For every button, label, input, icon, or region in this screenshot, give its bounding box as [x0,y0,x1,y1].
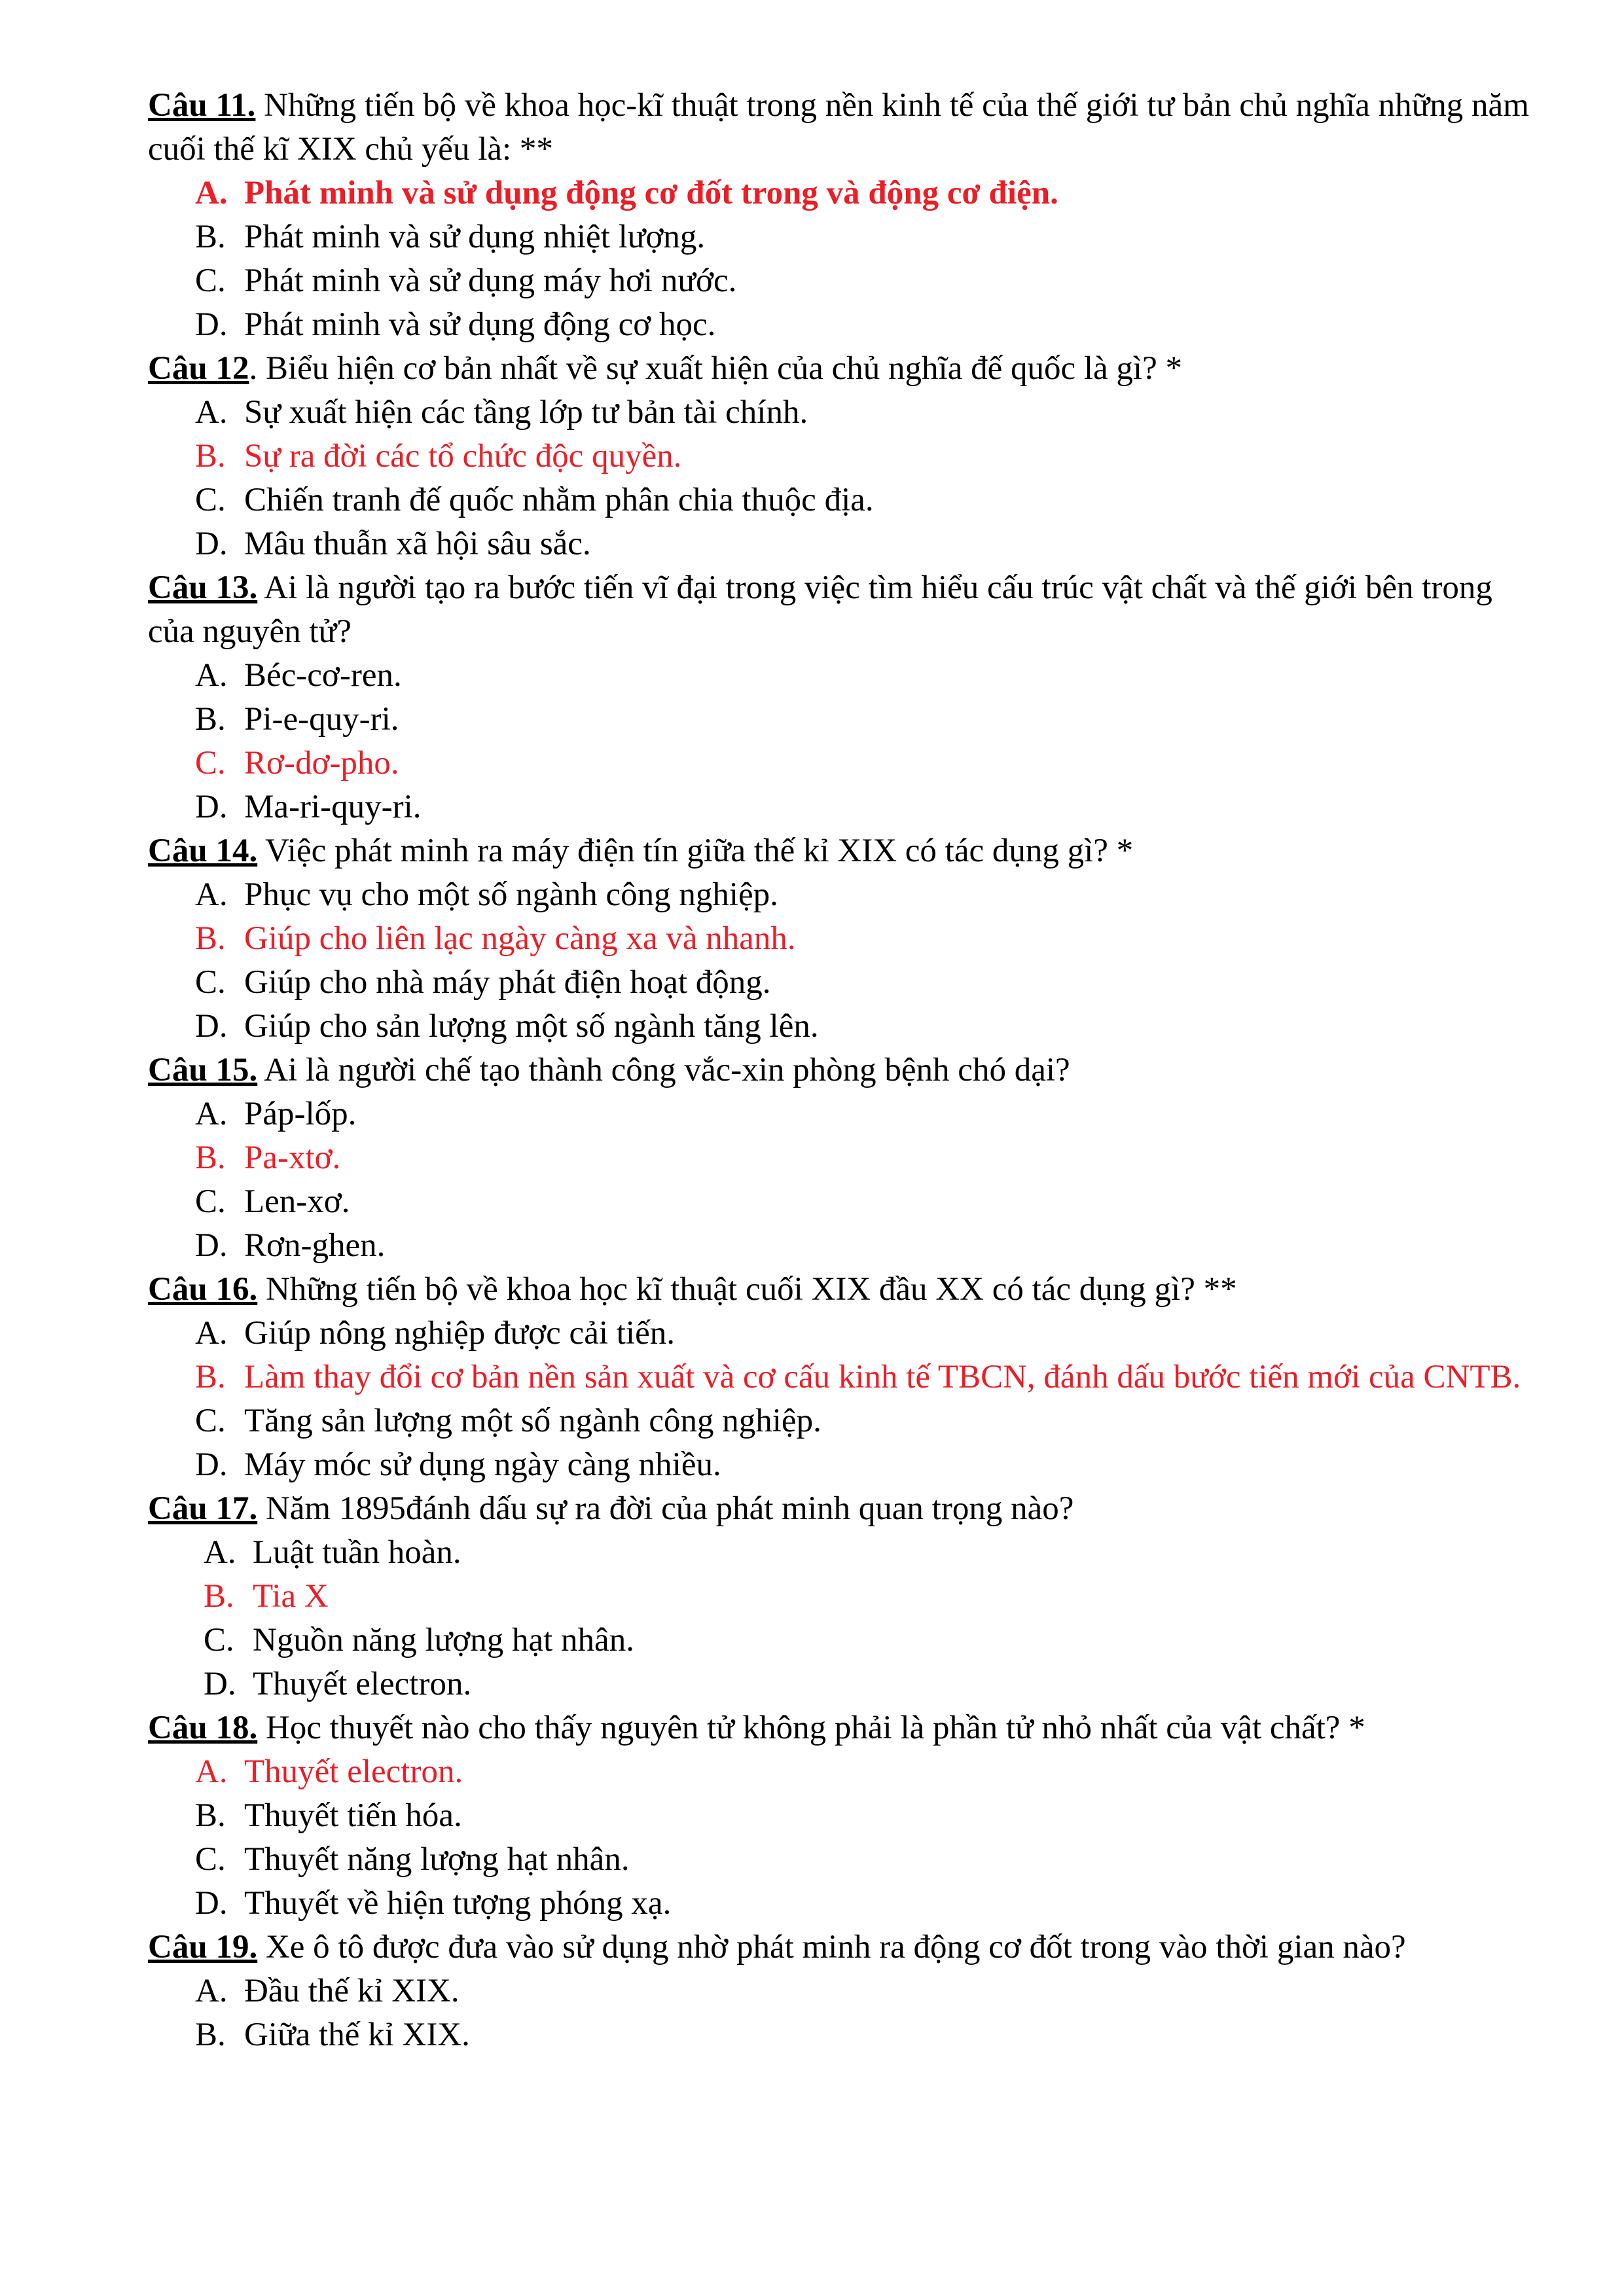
question-stem [148,347,1536,391]
option-letter: B. [195,920,226,957]
option-text: Phục vụ cho một số ngành công nghiệp. [244,876,778,913]
option-letter: D. [195,1446,228,1483]
answer-option [148,1399,1536,1443]
option-text: Đầu thế kỉ XIX. [244,1973,460,2009]
answer-options [148,654,1536,829]
option-letter: A. [195,175,228,211]
option-letter: B. [195,2017,226,2053]
option-text: Thuyết năng lượng hạt nhân. [244,1841,630,1878]
answer-options [148,1969,1536,2057]
option-text: Thuyết tiến hóa. [244,1797,462,1834]
option-letter: A. [195,1315,228,1352]
question-stem [148,829,1536,873]
answer-option [148,1224,1536,1268]
option-text: Giúp nông nghiệp được cải tiến. [244,1315,675,1352]
question-text: Học thuyết nào cho thấy nguyên tử không phải là phần tử nhỏ nhất của vật chất? * [257,1710,1365,1746]
question-block [148,829,1536,1049]
option-letter: D. [195,1885,228,1922]
option-letter: A. [195,876,228,913]
option-letter: C. [195,1841,226,1878]
option-text: Sự ra đời các tổ chức độc quyền. [244,438,682,475]
question-number: Câu 18. [148,1710,258,1746]
question-number: Câu 15. [148,1052,258,1088]
answer-option-correct [148,171,1536,215]
option-text: Giúp cho nhà máy phát điện hoạt động. [244,964,771,1001]
option-text: Páp-lốp. [244,1096,357,1132]
option-letter: A. [195,1096,228,1132]
option-letter: A. [195,394,228,431]
question-number: Câu 11. [148,87,256,124]
option-letter: C. [195,964,226,1001]
option-text: Ma-ri-quy-ri. [244,789,422,825]
question-text: Năm 1895đánh dấu sự ra đời của phát minh quan trọng nào? [257,1490,1074,1527]
answer-options [148,1312,1536,1487]
answer-option [148,1092,1536,1136]
option-letter: A. [195,1973,228,2009]
option-letter: C. [195,1403,226,1439]
question-number: Câu 13. [148,569,258,606]
answer-option [148,522,1536,566]
option-text: Rơ-dơ-pho. [244,745,399,781]
option-letter: B. [195,1139,226,1176]
answer-option-correct [148,435,1536,478]
answer-options [148,171,1536,347]
question-text: . Biểu hiện cơ bản nhất về sự xuất hiện của chủ nghĩa đế quốc là gì? * [249,350,1182,387]
option-letter: B. [204,1578,234,1615]
option-text: Làm thay đổi cơ bản nền sản xuất và cơ cấu kinh tế TBCN, đánh dấu bước tiến mới của CNTB. [244,1359,1521,1395]
option-letter: B. [195,438,226,475]
question-text: Những tiến bộ về khoa học-kĩ thuật trong nền kinh tế của thế giới tư bản chủ nghĩa những năm cuối thế kĩ XIX chủ yếu là: ** [148,87,1529,168]
question-stem [148,1487,1536,1531]
answer-option [148,1794,1536,1838]
answer-option-correct [148,1136,1536,1180]
answer-option [148,1838,1536,1882]
answer-option [148,1443,1536,1487]
question-number: Câu 12 [148,350,249,387]
answer-options [148,1531,1536,1706]
question-block [148,566,1536,829]
option-text: Máy móc sử dụng ngày càng nhiều. [244,1446,721,1483]
answer-option [148,2013,1536,2057]
option-text: Giúp cho sản lượng một số ngành tăng lên. [244,1008,819,1045]
answer-option-correct [148,1750,1536,1794]
option-text: Thuyết electron. [244,1753,463,1790]
question-text: Những tiến bộ về khoa học kĩ thuật cuối XIX đầu XX có tác dụng gì? ** [257,1271,1237,1308]
option-text: Phát minh và sử dụng máy hơi nước. [244,262,737,299]
option-text: Béc-cơ-ren. [244,657,402,694]
option-text: Nguồn năng lượng hạt nhân. [253,1622,634,1659]
question-block [148,347,1536,566]
answer-option [148,1619,1536,1662]
option-text: Giữa thế kỉ XIX. [244,2017,470,2053]
option-letter: C. [195,1183,226,1220]
option-letter: D. [195,1008,228,1045]
question-number: Câu 14. [148,833,258,869]
option-text: Pi-e-quy-ri. [244,701,399,738]
question-block [148,1706,1536,1926]
answer-options [148,391,1536,566]
answer-option [148,1005,1536,1049]
question-text: Xe ô tô được đưa vào sử dụng nhờ phát minh ra động cơ đốt trong vào thời gian nào? [257,1929,1406,1965]
option-letter: D. [195,526,228,562]
question-number: Câu 16. [148,1271,258,1308]
question-stem [148,1268,1536,1312]
option-letter: D. [195,306,228,343]
option-text: Tăng sản lượng một số ngành công nghiệp. [244,1403,821,1439]
option-text: Thuyết electron. [253,1666,472,1702]
option-text: Phát minh và sử dụng động cơ học. [244,306,716,343]
question-block [148,1049,1536,1268]
answer-option [148,1180,1536,1224]
answer-option [148,1662,1536,1706]
answer-option [148,215,1536,259]
option-text: Phát minh và sử dụng nhiệt lượng. [244,219,706,255]
question-text: Ai là người tạo ra bước tiến vĩ đại trong việc tìm hiểu cấu trúc vật chất và thế giới bên trong của nguyên tử? [148,569,1492,650]
question-stem [148,1049,1536,1092]
answer-option-correct [148,742,1536,785]
answer-option [148,1969,1536,2013]
option-letter: A. [195,1753,228,1790]
question-block [148,1268,1536,1487]
option-letter: C. [195,262,226,299]
question-stem [148,566,1536,654]
question-number: Câu 19. [148,1929,258,1965]
question-stem [148,1926,1536,1969]
option-letter: B. [195,1797,226,1834]
option-text: Rơn-ghen. [244,1227,386,1264]
answer-options [148,1092,1536,1268]
answer-option [148,391,1536,435]
question-stem [148,1706,1536,1750]
option-text: Phát minh và sử dụng động cơ đốt trong và động cơ điện. [244,175,1058,211]
option-text: Len-xơ. [244,1183,350,1220]
answer-options [148,1750,1536,1926]
option-letter: A. [204,1534,236,1571]
question-block [148,84,1536,347]
option-letter: D. [195,789,228,825]
option-letter: D. [204,1666,236,1702]
answer-option [148,1531,1536,1575]
answer-option [148,1312,1536,1355]
option-letter: A. [195,657,228,694]
option-text: Sự xuất hiện các tầng lớp tư bản tài chính. [244,394,808,431]
option-letter: B. [195,701,226,738]
question-text: Việc phát minh ra máy điện tín giữa thế kỉ XIX có tác dụng gì? * [257,833,1134,869]
answer-option-correct [148,917,1536,961]
answer-options [148,873,1536,1049]
answer-option-correct [148,1355,1536,1399]
option-text: Chiến tranh đế quốc nhằm phân chia thuộc địa. [244,482,874,518]
quiz-document [148,84,1536,2057]
option-text: Tia X [253,1578,329,1615]
option-letter: D. [195,1227,228,1264]
question-stem [148,84,1536,171]
question-block [148,1487,1536,1706]
question-text: Ai là người chế tạo thành công vắc-xin phòng bệnh chó dại? [257,1052,1070,1088]
answer-option-correct [148,1575,1536,1619]
option-letter: C. [204,1622,234,1659]
option-text: Thuyết về hiện tượng phóng xạ. [244,1885,672,1922]
answer-option [148,259,1536,303]
option-letter: B. [195,219,226,255]
answer-option [148,303,1536,347]
answer-option [148,654,1536,698]
option-text: Mâu thuẫn xã hội sâu sắc. [244,526,591,562]
answer-option [148,961,1536,1005]
answer-option [148,478,1536,522]
option-text: Luật tuần hoàn. [253,1534,461,1571]
answer-option [148,698,1536,742]
option-letter: B. [195,1359,226,1395]
option-text: Giúp cho liên lạc ngày càng xa và nhanh. [244,920,796,957]
answer-option [148,873,1536,917]
option-text: Pa-xtơ. [244,1139,341,1176]
question-number: Câu 17. [148,1490,258,1527]
answer-option [148,785,1536,829]
option-letter: C. [195,482,226,518]
question-block [148,1926,1536,2057]
answer-option [148,1882,1536,1926]
option-letter: C. [195,745,226,781]
